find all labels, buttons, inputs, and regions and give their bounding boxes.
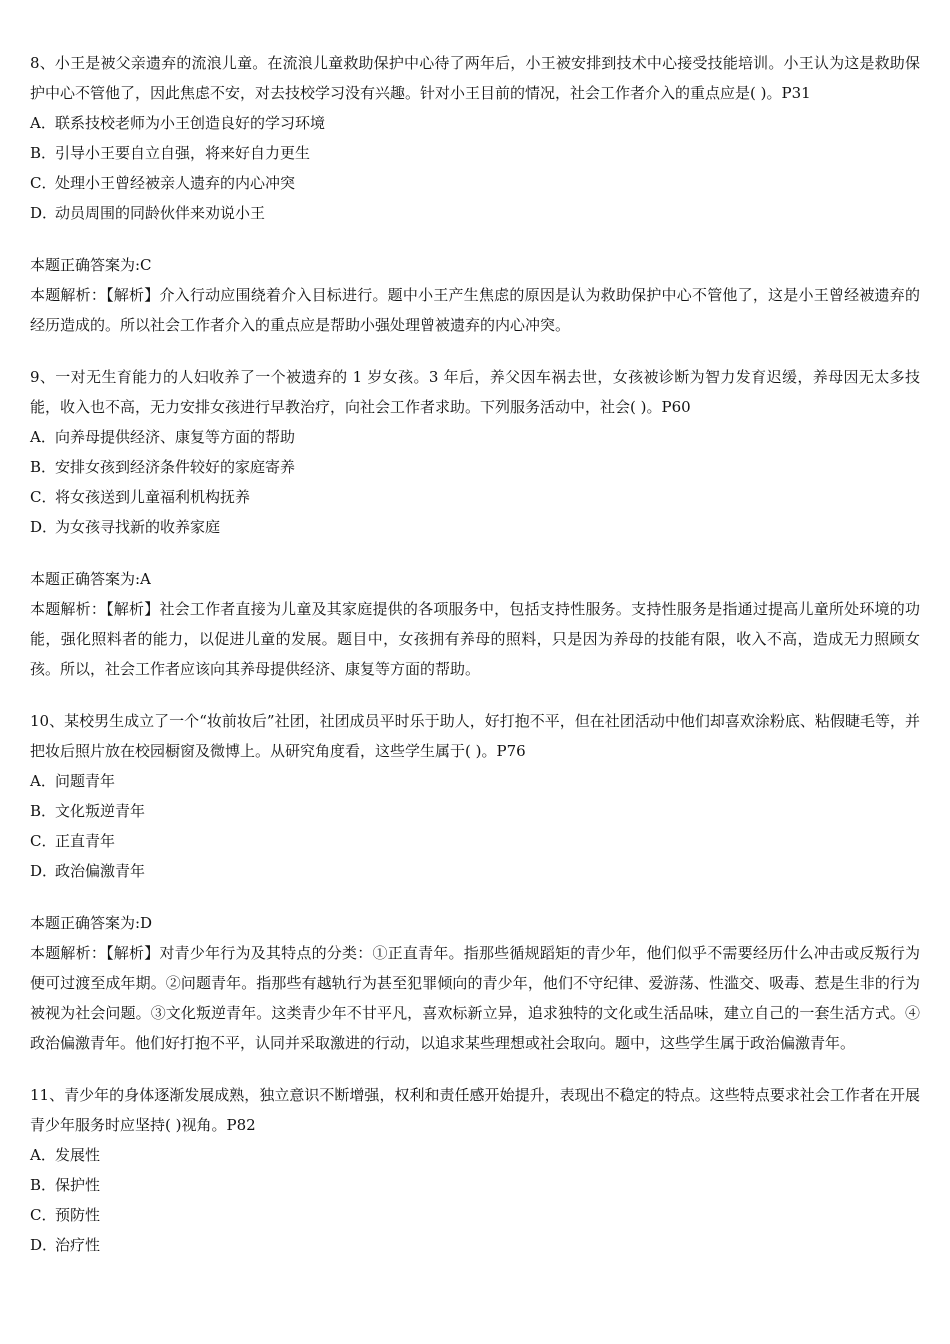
option-letter: A．: [30, 1146, 56, 1164]
question-stem: 11、青少年的身体逐渐发展成熟，独立意识不断增强，权利和责任感开始提升，表现出不稳定的特点。这些特点要求社会工作者在开展青少年服务时应坚持( )视角。P82: [30, 1086, 920, 1134]
document-page: [30, 48, 920, 1260]
option-a: [30, 108, 920, 138]
option-text: 处理小王曾经被亲人遗弃的内心冲突: [55, 174, 296, 192]
question-11: [30, 1080, 920, 1260]
option-letter: D．: [30, 862, 58, 880]
option-letter: C．: [30, 1206, 57, 1224]
option-text: 为女孩寻找新的收养家庭: [55, 518, 221, 536]
spacer: [30, 684, 920, 706]
question-stem: 9、一对无生育能力的人妇收养了一个被遗弃的 1 岁女孩。3 年后，养父因车祸去世，女孩被诊断为智力发育迟缓，养母因无太多技能，收入也不高，无力安排女孩进行早教治疗，向社会工作者求助。下列服务活动中，社会( )。P60: [30, 368, 920, 416]
option-a: [30, 766, 920, 796]
answer-analysis: 本题解析：【解析】对青少年行为及其特点的分类：①正直青年。指那些循规蹈矩的青少年，他们似乎不需要经历什么冲击或反叛行为便可过渡至成年期。②问题青年。指那些有越轨行为甚至犯罪倾向的青少年，他们不守纪律、爱游荡、性滥交、吸毒、惹是生非的行为被视为社会问题。③文化叛逆青年。这类青少年不甘平凡，喜欢标新立异，追求独特的文化或生活品味，建立自己的一套生活方式。④政治偏激青年。他们好打抱不平，认同并采取激进的行动，以追求某些理想或社会取向。题中，这些学生属于政治偏激青年。: [30, 944, 920, 1052]
option-a: [30, 422, 920, 452]
option-d: [30, 856, 920, 886]
option-text: 联系技校老师为小王创造良好的学习环境: [55, 114, 326, 132]
option-c: [30, 826, 920, 856]
option-letter: B．: [30, 144, 57, 162]
spacer: [30, 1058, 920, 1080]
option-text: 治疗性: [55, 1236, 101, 1254]
option-text: 文化叛逆青年: [55, 802, 146, 820]
option-b: [30, 1170, 920, 1200]
answer-analysis: 本题解析：【解析】介入行动应围绕着介入目标进行。题中小王产生焦虑的原因是认为救助保护中心不管他了，这是小王曾经被遗弃的经历造成的。所以社会工作者介入的重点应是帮助小强处理曾被遗弃的内心冲突。: [30, 286, 920, 334]
correct-answer: 本题正确答案为:A: [30, 570, 151, 588]
option-letter: A．: [30, 428, 56, 446]
option-d: [30, 198, 920, 228]
option-letter: B．: [30, 1176, 57, 1194]
option-b: [30, 796, 920, 826]
option-b: [30, 452, 920, 482]
option-d: [30, 512, 920, 542]
option-letter: A．: [30, 772, 56, 790]
question-stem: 10、某校男生成立了一个“妆前妆后”社团，社团成员平时乐于助人，好打抱不平，但在社团活动中他们却喜欢涂粉底、粘假睫毛等，并把妆后照片放在校园橱窗及微博上。从研究角度看，这些学生属于( )。P76: [30, 712, 920, 760]
option-text: 保护性: [55, 1176, 101, 1194]
option-text: 预防性: [55, 1206, 101, 1224]
option-a: [30, 1140, 920, 1170]
question-9: [30, 362, 920, 684]
option-letter: C．: [30, 488, 57, 506]
option-text: 动员周围的同龄伙伴来劝说小王: [55, 204, 266, 222]
option-letter: D．: [30, 1236, 58, 1254]
question-stem: 8、小王是被父亲遗弃的流浪儿童。在流浪儿童救助保护中心待了两年后，小王被安排到技术中心接受技能培训。小王认为这是救助保护中心不管他了，因此焦虑不安，对去技校学习没有兴趣。针对小王目前的情况，社会工作者介入的重点应是( )。P31: [30, 54, 920, 102]
option-letter: C．: [30, 832, 57, 850]
option-text: 引导小王要自立自强，将来好自力更生: [55, 144, 311, 162]
answer-analysis: 本题解析：【解析】社会工作者直接为儿童及其家庭提供的各项服务中，包括支持性服务。支持性服务是指通过提高儿童所处环境的功能，强化照料者的能力，以促进儿童的发展。题目中，女孩拥有养母的照料，只是因为养母的技能有限，收入不高，造成无力照顾女孩。所以，社会工作者应该向其养母提供经济、康复等方面的帮助。: [30, 600, 920, 678]
option-letter: D．: [30, 204, 58, 222]
spacer: [30, 340, 920, 362]
option-letter: A．: [30, 114, 56, 132]
option-text: 向养母提供经济、康复等方面的帮助: [55, 428, 296, 446]
option-letter: D．: [30, 518, 58, 536]
option-c: [30, 1200, 920, 1230]
correct-answer: 本题正确答案为:C: [30, 256, 152, 274]
option-b: [30, 138, 920, 168]
option-text: 问题青年: [55, 772, 116, 790]
option-letter: C．: [30, 174, 57, 192]
option-text: 安排女孩到经济条件较好的家庭寄养: [55, 458, 296, 476]
option-c: [30, 168, 920, 198]
correct-answer: 本题正确答案为:D: [30, 914, 153, 932]
option-letter: B．: [30, 802, 57, 820]
option-letter: B．: [30, 458, 57, 476]
option-text: 将女孩送到儿童福利机构抚养: [55, 488, 251, 506]
option-d: [30, 1230, 920, 1260]
question-8: [30, 48, 920, 340]
question-10: [30, 706, 920, 1058]
option-c: [30, 482, 920, 512]
option-text: 发展性: [55, 1146, 101, 1164]
option-text: 正直青年: [55, 832, 116, 850]
option-text: 政治偏激青年: [55, 862, 146, 880]
